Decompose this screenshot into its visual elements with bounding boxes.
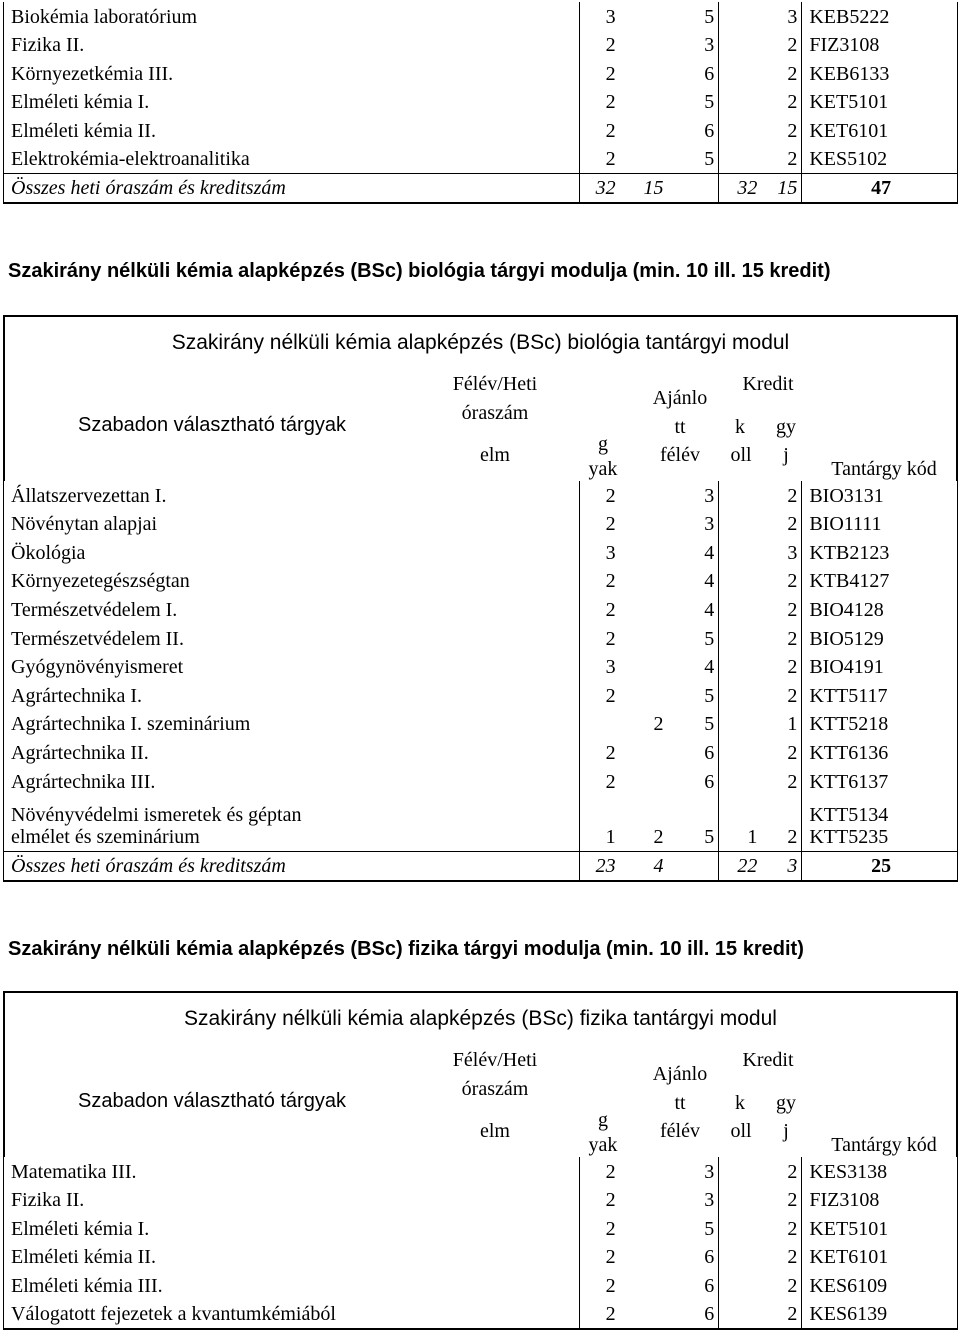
header-hours-line1: Félév/Heti — [452, 373, 538, 395]
header-credit-oll: oll — [730, 1120, 752, 1142]
top-course-table — [3, 2, 958, 204]
table-row — [4, 481, 958, 510]
table-row — [4, 1214, 958, 1243]
summary-total: 25 — [802, 852, 958, 882]
credit-practice: 2 — [761, 1214, 802, 1243]
course-code: BIO4128 — [802, 595, 958, 624]
table-row — [4, 1300, 958, 1329]
credit-practice: 2 — [761, 510, 802, 539]
table-row — [4, 1186, 958, 1215]
practice-hours — [620, 538, 668, 567]
credit-lecture — [719, 595, 762, 624]
recommended-semester: 5 — [668, 2, 719, 31]
practice-hours — [620, 510, 668, 539]
summary-lecture-hours: 23 — [579, 852, 620, 882]
lecture-hours: 2 — [605, 627, 616, 650]
credit-practice: 2 — [761, 116, 802, 145]
practice-hours — [620, 681, 668, 710]
table-row — [4, 116, 958, 145]
course-code: KES5102 — [802, 145, 958, 174]
recommended-semester: 4 — [668, 595, 719, 624]
course-code: BIO5129 — [802, 624, 958, 653]
lecture-hours: 2 — [605, 1189, 616, 1212]
lecture-hours: 2 — [579, 1300, 620, 1329]
credit-practice: 2 — [761, 767, 802, 796]
lecture-hours: 2 — [605, 1274, 616, 1297]
lecture-hours: 2 — [605, 513, 616, 536]
summary-label: Összes heti óraszám és kreditszám — [4, 852, 580, 882]
course-code: BIO1111 — [802, 510, 958, 539]
header-credit-k: k — [735, 416, 745, 438]
value-c3: 2 — [653, 826, 664, 849]
header-hours-line2: óraszám — [461, 402, 529, 424]
credit-practice: 2 — [761, 738, 802, 767]
course-name: Állatszervezettan I. — [4, 481, 580, 510]
table-row-double — [4, 796, 958, 852]
practice-hours — [620, 624, 668, 653]
recommended-semester: 3 — [668, 31, 719, 60]
lecture-hours: 2 — [605, 119, 616, 142]
summary-lecture-hours: 32 — [579, 174, 620, 204]
recommended-semester: 6 — [668, 116, 719, 145]
value-c6: 2 — [761, 796, 802, 852]
recommended-semester: 3 — [668, 481, 719, 510]
recommended-semester: 4 — [668, 567, 719, 596]
lecture-hours: 2 — [605, 770, 616, 793]
course-code: KET6101 — [802, 1243, 958, 1272]
table-row — [4, 653, 958, 682]
credit-lecture — [719, 1157, 762, 1186]
practice-hours — [620, 1243, 668, 1272]
credit-practice: 2 — [761, 481, 802, 510]
credit-lecture — [719, 116, 762, 145]
course-code: BIO3131 — [802, 481, 958, 510]
lecture-hours: 2 — [605, 741, 616, 764]
lecture-hours: 2 — [605, 1217, 616, 1240]
course-code-line2: KTT5235 — [809, 826, 889, 849]
course-code: KES6109 — [802, 1271, 958, 1300]
recommended-semester: 5 — [668, 710, 719, 739]
summary-row — [4, 174, 958, 204]
practice-hours — [620, 2, 668, 31]
biology-module-heading: Szakirány nélküli kémia alapképzés (BSc) biológia tárgyi modulja (min. 10 ill. 15 kredit) — [8, 260, 831, 282]
course-code: KTB2123 — [802, 538, 958, 567]
lecture-hours: 2 — [605, 1160, 616, 1183]
course-name: Elméleti kémia I. — [4, 88, 580, 117]
course-code: KES6139 — [802, 1300, 958, 1329]
header-credit-j: j — [783, 1120, 789, 1142]
practice-hours — [620, 88, 668, 117]
credit-practice: 2 — [761, 595, 802, 624]
lecture-hours: 2 — [605, 34, 616, 57]
recommended-semester: 4 — [668, 538, 719, 567]
credit-lecture — [719, 1214, 762, 1243]
course-name: Fizika II. — [4, 31, 580, 60]
recommended-semester: 3 — [668, 1157, 719, 1186]
course-code: KTT5117 — [802, 681, 958, 710]
table-row — [4, 710, 958, 739]
summary-practice-hours: 15 — [620, 174, 668, 204]
credit-lecture — [719, 510, 762, 539]
recommended-semester: 6 — [668, 1300, 719, 1329]
header-recommended-1: Ajánlo — [652, 387, 708, 409]
lecture-hours — [579, 710, 620, 739]
table-row — [4, 681, 958, 710]
course-name: Agrártechnika I. — [4, 681, 580, 710]
practice-hours — [620, 653, 668, 682]
credit-lecture — [719, 1271, 762, 1300]
recommended-semester: 5 — [668, 88, 719, 117]
header-credit-oll: oll — [730, 444, 752, 466]
credit-practice: 2 — [761, 624, 802, 653]
course-name: Elméleti kémia I. — [4, 1214, 580, 1243]
course-code: KEB5222 — [802, 2, 958, 31]
credit-practice: 2 — [761, 59, 802, 88]
summary-credit-lecture: 32 — [719, 174, 762, 204]
course-name: Elméleti kémia II. — [4, 116, 580, 145]
table-row — [4, 624, 958, 653]
table-row — [4, 510, 958, 539]
course-name: Agrártechnika II. — [4, 738, 580, 767]
course-name: Elméleti kémia II. — [4, 1243, 580, 1272]
credit-lecture — [719, 653, 762, 682]
course-code: FIZ3108 — [802, 1186, 958, 1215]
recommended-semester: 6 — [668, 738, 719, 767]
course-name: Elméleti kémia III. — [4, 1271, 580, 1300]
table-row — [4, 2, 958, 31]
header-recommended-3: félév — [660, 1120, 700, 1142]
header-code: Tantárgy kód — [831, 458, 937, 480]
credit-lecture — [719, 767, 762, 796]
physics-header — [3, 991, 958, 1157]
credit-lecture — [719, 738, 762, 767]
practice-hours — [620, 1300, 668, 1329]
table-row — [4, 738, 958, 767]
header-practice-yak: yak — [588, 458, 618, 480]
header-practice-g: g — [598, 433, 608, 455]
course-name: Környezetegészségtan — [4, 567, 580, 596]
summary-empty — [668, 174, 719, 204]
credit-lecture — [719, 59, 762, 88]
lecture-hours: 2 — [605, 684, 616, 707]
biology-module-title: Szakirány nélküli kémia alapképzés (BSc) biológia tantárgyi modul — [171, 331, 790, 354]
practice-hours — [620, 1214, 668, 1243]
header-subjects: Szabadon választható tárgyak — [78, 1090, 346, 1112]
value-c5: 1 — [747, 826, 758, 849]
lecture-hours: 2 — [605, 484, 616, 507]
header-practice-g: g — [598, 1109, 608, 1131]
course-name: Természetvédelem II. — [4, 624, 580, 653]
credit-lecture — [719, 1243, 762, 1272]
course-name: Környezetkémia III. — [4, 59, 580, 88]
practice-hours — [620, 31, 668, 60]
course-code: KET6101 — [802, 116, 958, 145]
header-credit: Kredit — [742, 373, 794, 395]
course-name — [4, 796, 580, 852]
physics-module-heading: Szakirány nélküli kémia alapképzés (BSc) fizika tárgyi modulja (min. 10 ill. 15 kredit) — [8, 938, 804, 960]
summary-practice-hours: 4 — [620, 852, 668, 882]
course-code: KET5101 — [802, 1214, 958, 1243]
recommended-semester: 6 — [668, 1243, 719, 1272]
credit-lecture — [719, 567, 762, 596]
lecture-hours: 3 — [605, 656, 616, 679]
lecture-hours: 2 — [605, 598, 616, 621]
summary-credit-lecture: 22 — [719, 852, 762, 882]
practice-hours — [620, 767, 668, 796]
credit-practice: 2 — [761, 1186, 802, 1215]
summary-total: 47 — [802, 174, 958, 204]
lecture-hours: 2 — [605, 148, 616, 171]
value-c4: 5 — [668, 796, 719, 852]
credit-lecture — [719, 145, 762, 174]
summary-row — [4, 852, 958, 882]
lecture-hours: 3 — [605, 541, 616, 564]
course-code: KEB6133 — [802, 59, 958, 88]
summary-credit-practice: 15 — [761, 174, 802, 204]
credit-practice: 2 — [761, 1271, 802, 1300]
recommended-semester: 5 — [668, 681, 719, 710]
table-row — [4, 59, 958, 88]
course-name: Természetvédelem I. — [4, 595, 580, 624]
summary-credit-practice: 3 — [761, 852, 802, 882]
credit-practice: 3 — [761, 2, 802, 31]
course-name: Agrártechnika III. — [4, 767, 580, 796]
lecture-hours: 2 — [605, 91, 616, 114]
credit-lecture — [719, 88, 762, 117]
credit-lecture — [719, 681, 762, 710]
credit-lecture — [719, 2, 762, 31]
recommended-semester: 6 — [668, 1271, 719, 1300]
lecture-hours: 3 — [605, 5, 616, 28]
recommended-semester: 5 — [668, 624, 719, 653]
header-credit: Kredit — [742, 1049, 794, 1071]
credit-lecture — [719, 1300, 762, 1329]
value-c2: 1 — [605, 826, 616, 849]
header-credit-gy: gy — [776, 416, 796, 438]
recommended-semester: 6 — [668, 767, 719, 796]
course-code: KTB4127 — [802, 567, 958, 596]
table-row — [4, 767, 958, 796]
credit-lecture — [719, 481, 762, 510]
credit-practice: 1 — [761, 710, 802, 739]
recommended-semester: 5 — [668, 1214, 719, 1243]
practice-hours — [620, 59, 668, 88]
course-code: KTT6136 — [802, 738, 958, 767]
credit-practice: 2 — [761, 653, 802, 682]
credit-practice: 2 — [761, 1243, 802, 1272]
recommended-semester: 3 — [668, 1186, 719, 1215]
course-name: Agrártechnika I. szeminárium — [4, 710, 580, 739]
course-code: KET5101 — [802, 88, 958, 117]
credit-lecture — [719, 31, 762, 60]
table-row — [4, 88, 958, 117]
credit-lecture — [719, 538, 762, 567]
course-code: KTT6137 — [802, 767, 958, 796]
course-code: KTT5218 — [802, 710, 958, 739]
credit-practice: 2 — [761, 31, 802, 60]
summary-label: Összes heti óraszám és kreditszám — [4, 174, 580, 204]
summary-empty — [668, 852, 719, 882]
header-hours-line1: Félév/Heti — [452, 1049, 538, 1071]
recommended-semester: 5 — [668, 145, 719, 174]
header-credit-k: k — [735, 1092, 745, 1114]
biology-course-table — [3, 481, 958, 882]
table-row — [4, 538, 958, 567]
course-name: Fizika II. — [4, 1186, 580, 1215]
header-practice-yak: yak — [588, 1134, 618, 1156]
header-recommended-2: tt — [674, 416, 686, 438]
header-recommended-2: tt — [674, 1092, 686, 1114]
course-name-line1: Növényvédelmi ismeretek és géptan — [11, 804, 302, 827]
course-name: Ökológia — [4, 538, 580, 567]
credit-practice: 2 — [761, 1300, 802, 1329]
course-code — [802, 796, 958, 852]
table-row — [4, 145, 958, 174]
practice-hours — [620, 145, 668, 174]
header-credit-j: j — [783, 444, 789, 466]
credit-practice: 3 — [761, 538, 802, 567]
credit-lecture — [719, 710, 762, 739]
course-name: Válogatott fejezetek a kvantumkémiából — [4, 1300, 580, 1329]
credit-practice: 2 — [761, 681, 802, 710]
recommended-semester: 6 — [668, 59, 719, 88]
course-code: FIZ3108 — [802, 31, 958, 60]
biology-header — [3, 315, 958, 481]
header-code: Tantárgy kód — [831, 1134, 937, 1156]
course-code: BIO4191 — [802, 653, 958, 682]
table-row — [4, 1157, 958, 1186]
practice-hours — [620, 1157, 668, 1186]
practice-hours: 2 — [653, 713, 664, 736]
practice-hours — [620, 1186, 668, 1215]
header-lecture: elm — [480, 1120, 510, 1142]
physics-module-title: Szakirány nélküli kémia alapképzés (BSc) fizika tantárgyi modul — [184, 1007, 777, 1030]
credit-lecture — [719, 624, 762, 653]
course-name: Elektrokémia-elektroanalitika — [4, 145, 580, 174]
practice-hours — [620, 116, 668, 145]
course-code: KES3138 — [802, 1157, 958, 1186]
course-name-line2: elmélet és szeminárium — [11, 826, 200, 849]
credit-practice: 2 — [761, 567, 802, 596]
course-name: Növénytan alapjai — [4, 510, 580, 539]
lecture-hours: 2 — [605, 62, 616, 85]
practice-hours — [620, 738, 668, 767]
practice-hours — [620, 567, 668, 596]
recommended-semester: 3 — [668, 510, 719, 539]
header-subjects: Szabadon választható tárgyak — [78, 414, 346, 436]
credit-lecture — [719, 1186, 762, 1215]
lecture-hours: 2 — [605, 570, 616, 593]
header-credit-gy: gy — [776, 1092, 796, 1114]
practice-hours — [620, 1271, 668, 1300]
table-row — [4, 1243, 958, 1272]
table-row — [4, 595, 958, 624]
recommended-semester: 4 — [668, 653, 719, 682]
table-row — [4, 31, 958, 60]
course-code-line1: KTT5134 — [809, 804, 889, 827]
practice-hours — [620, 595, 668, 624]
header-lecture: elm — [480, 444, 510, 466]
credit-practice: 2 — [761, 88, 802, 117]
header-recommended-3: félév — [660, 444, 700, 466]
header-hours-line2: óraszám — [461, 1078, 529, 1100]
physics-course-table — [3, 1157, 958, 1330]
table-row — [4, 1271, 958, 1300]
course-name: Biokémia laboratórium — [4, 2, 580, 31]
credit-practice: 2 — [761, 145, 802, 174]
lecture-hours: 2 — [605, 1246, 616, 1269]
table-row — [4, 567, 958, 596]
credit-practice: 2 — [761, 1157, 802, 1186]
practice-hours — [620, 481, 668, 510]
course-name: Matematika III. — [4, 1157, 580, 1186]
header-recommended-1: Ajánlo — [652, 1063, 708, 1085]
course-name: Gyógynövényismeret — [4, 653, 580, 682]
